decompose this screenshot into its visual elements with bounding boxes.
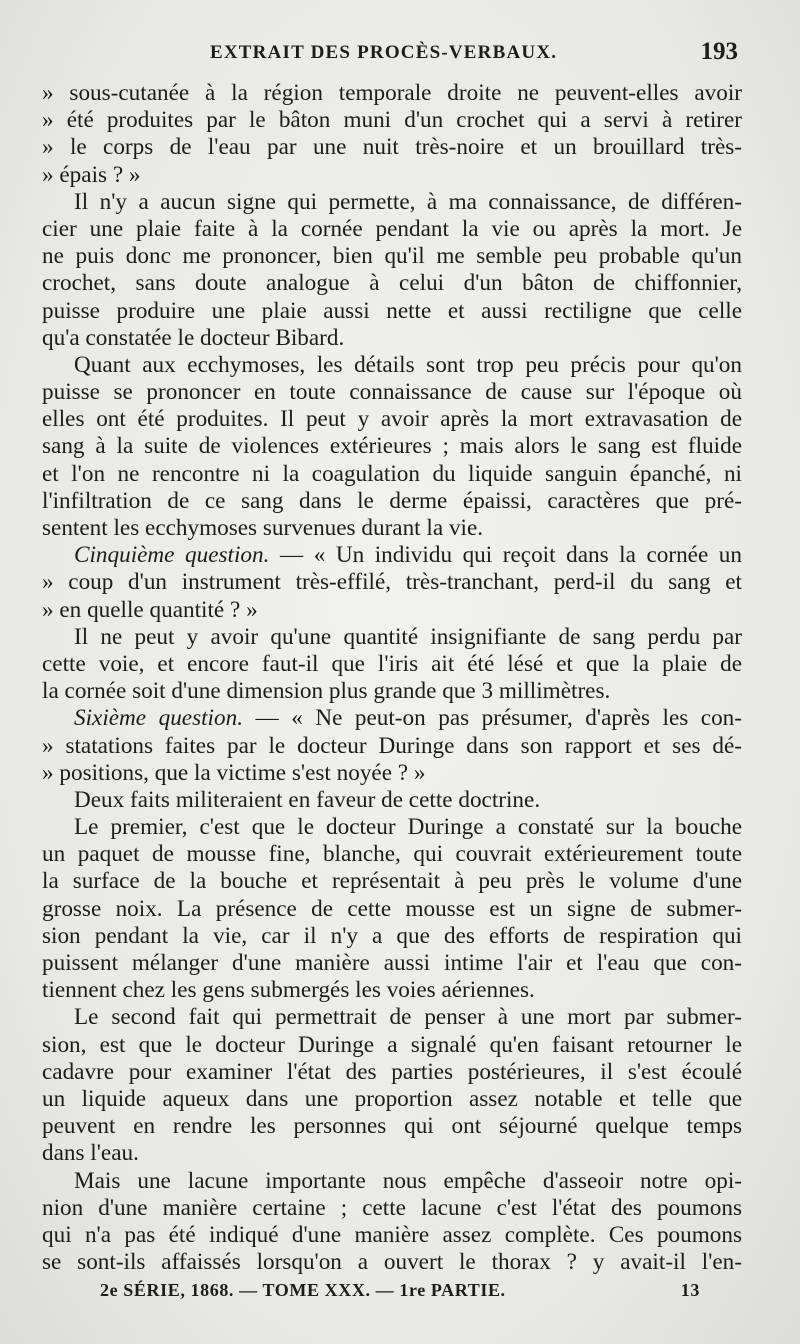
text-line: elles ont été produites. Il peut y avoir après la mort extravasation de bbox=[42, 406, 742, 433]
question-label: Cinquième question. bbox=[74, 542, 270, 569]
text-line: sentent les ecchymoses survenues durant la vie. bbox=[42, 515, 484, 541]
text-line: qu'a constatée le docteur Bibard. bbox=[42, 324, 345, 351]
text-line: » statations faites par le docteur Duringe dans son rapport et ses dé- bbox=[42, 732, 742, 759]
text-line: cette voie, et encore faut-il que l'iris ait été lésé et que la plaie de bbox=[42, 650, 742, 677]
text-line: se sont-ils affaissés lorsqu'on a ouvert le thorax ? y avait-il l'en- bbox=[42, 1249, 742, 1276]
text-line: dans l'eau. bbox=[42, 1140, 139, 1167]
text-line: puissent mélanger d'une manière aussi intime l'air et l'eau que con- bbox=[42, 950, 742, 976]
text-line: grosse noix. La présence de cette mousse est un signe de submer- bbox=[42, 895, 742, 922]
text-line: cier une plaie faite à la cornée pendant la vie ou après la mort. Je bbox=[42, 215, 742, 242]
text-line: crochet, sans doute analogue à celui d'un bâton de chiffonnier, bbox=[42, 270, 742, 297]
text-line: un liquide aqueux dans une proportion assez notable et telle que bbox=[42, 1085, 742, 1112]
text-line: sang à la suite de violences extérieures ; mais alors le sang est fluide bbox=[42, 433, 742, 460]
text-line: nion d'une manière certaine ; cette lacune c'est l'état des poumons bbox=[42, 1194, 742, 1221]
text-line: et l'on ne rencontre ni la coagulation du liquide sanguin épanché, ni bbox=[42, 460, 742, 487]
body-text bbox=[42, 80, 742, 1276]
text-line: sion, est que le docteur Duringe a signalé qu'en faisant retourner le bbox=[42, 1031, 742, 1058]
text-line: Il ne peut y avoir qu'une quantité insignifiante de sang perdu par bbox=[74, 623, 742, 650]
text-line bbox=[42, 542, 742, 569]
running-title: EXTRAIT DES PROCÈS-VERBAUX. bbox=[210, 42, 558, 63]
signature-number: 13 bbox=[680, 1280, 700, 1300]
text-line: Le second fait qui permettrait de penser à une mort par submer- bbox=[74, 1004, 742, 1031]
text-line: ne puis donc me prononcer, bien qu'il me semble peu probable qu'un bbox=[42, 243, 742, 270]
text-line: » positions, que la victime s'est noyée ? » bbox=[42, 759, 426, 786]
text-line: qui n'a pas été indiqué d'une manière assez complète. Ces poumons bbox=[42, 1221, 742, 1248]
text-line bbox=[42, 705, 742, 732]
text-line: » en quelle quantité ? » bbox=[42, 596, 258, 623]
question-label: Sixième question. bbox=[74, 705, 243, 732]
page-footer bbox=[100, 1280, 700, 1310]
text-line: » le corps de l'eau par une nuit très-noire et un brouillard très- bbox=[42, 134, 742, 161]
text-line: » sous-cutanée à la région temporale droite ne peuvent-elles avoir bbox=[42, 80, 742, 106]
question-text: — « Un individu qui reçoit dans la cornée un bbox=[279, 542, 742, 569]
page-header bbox=[48, 40, 738, 70]
text-line: » épais ? » bbox=[42, 161, 141, 188]
text-line: cadavre pour examiner l'état des parties postérieures, il s'est écoulé bbox=[42, 1058, 742, 1085]
text-line: » été produites par le bâton muni d'un crochet qui a servi à retirer bbox=[42, 107, 742, 134]
text-line: puisse se prononcer en toute connaissance de cause sur l'époque où bbox=[42, 379, 742, 406]
text-line: Deux faits militeraient en faveur de cette doctrine. bbox=[74, 786, 541, 813]
text-line: Il n'y a aucun signe qui permette, à ma connaissance, de différen- bbox=[74, 188, 742, 215]
text-line: un paquet de mousse fine, blanche, qui couvrait extérieurement toute bbox=[42, 841, 742, 868]
text-line: tiennent chez les gens submergés les voies aériennes. bbox=[42, 977, 535, 1004]
text-line: » coup d'un instrument très-effilé, très-tranchant, perd-il du sang et bbox=[42, 569, 742, 596]
signature-mark: 2e SÉRIE, 1868. — TOME XXX. — 1re PARTIE. bbox=[100, 1280, 506, 1300]
text-line: sion pendant la vie, car il n'y a que des efforts de respiration qui bbox=[42, 922, 742, 949]
page-number: 193 bbox=[700, 38, 738, 65]
text-line: la surface de la bouche et représentait à peu près le volume d'une bbox=[42, 868, 742, 895]
text-line: Le premier, c'est que le docteur Duringe a constaté sur la bouche bbox=[74, 814, 742, 841]
text-line: Mais une lacune importante nous empêche d'asseoir notre opi- bbox=[74, 1167, 742, 1194]
question-text: — « Ne peut-on pas présumer, d'après les con- bbox=[255, 705, 742, 732]
text-line: la cornée soit d'une dimension plus grande que 3 millimètres. bbox=[42, 678, 611, 705]
text-line: Quant aux ecchymoses, les détails sont trop peu précis pour qu'on bbox=[74, 351, 742, 378]
text-line: peuvent en rendre les personnes qui ont séjourné quelque temps bbox=[42, 1113, 742, 1140]
text-line: l'infiltration de ce sang dans le derme épaissi, caractères que pré- bbox=[42, 487, 742, 514]
text-line: puisse produire une plaie aussi nette et aussi rectiligne que celle bbox=[42, 297, 742, 324]
